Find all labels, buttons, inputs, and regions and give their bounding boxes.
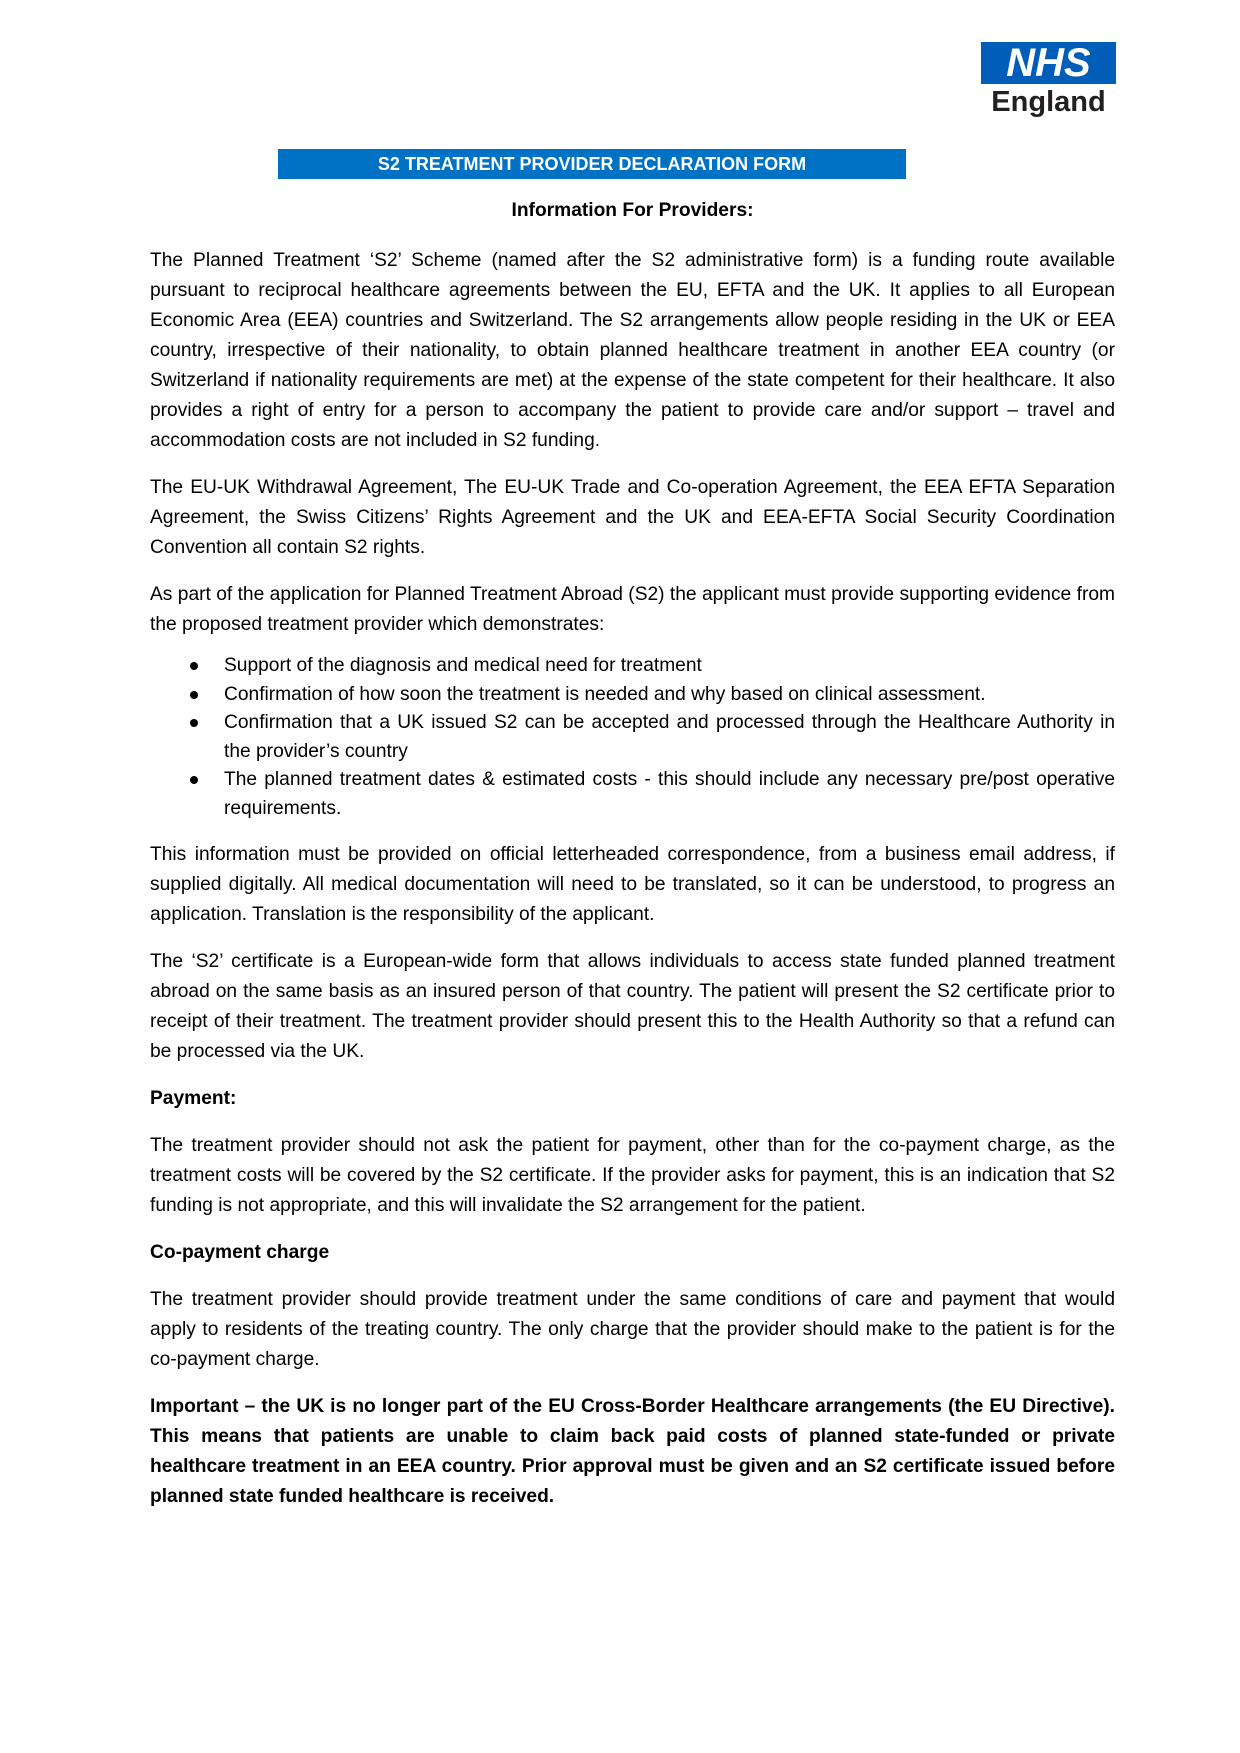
payment-paragraph: The treatment provider should not ask the patient for payment, other than for the co-payment charge, as the treatment costs will be covered by the S2 certificate. If the provider asks for payment, this is an indication that S2 funding is not appropriate, and this will invalidate the S2 arrangement for the patient. [150,1135,1115,1216]
copayment-paragraph: The treatment provider should provide treatment under the same conditions of care and payment that would apply to residents of the treating country. The only charge that the provider should make to the patient is for the co-payment charge. [150,1289,1115,1370]
important-notice: Important – the UK is no longer part of the EU Cross-Border Healthcare arrangements (the EU Directive). This means that patients are unable to claim back paid costs of planned state-funded or private healthcare treatment in an EEA country. Prior approval must be given and an S2 certificate issued before planned state funded healthcare is received. [150,1396,1115,1507]
nhs-logo-box [981,42,1116,84]
copayment-heading: Co-payment charge [150,1242,330,1263]
list-item: Support of the diagnosis and medical need for treatment [150,652,1115,681]
nhs-england-logo [981,42,1116,119]
payment-heading: Payment: [150,1088,237,1109]
document-body [150,196,1115,1529]
paragraph-evidence-intro: As part of the application for Planned Treatment Abroad (S2) the applicant must provide supporting evidence from the proposed treatment provider which demonstrates: [150,584,1115,635]
paragraph-agreements: The EU-UK Withdrawal Agreement, The EU-UK Trade and Co-operation Agreement, the EEA EFTA Separation Agreement, the Swiss Citizens’ Rights Agreement and the UK and EEA-EFTA Social Security Coordination Convention all contain S2 rights. [150,477,1115,558]
list-item: Confirmation of how soon the treatment is needed and why based on clinical assessment. [150,681,1115,710]
bullet-icon [190,719,198,727]
nhs-logo-text: NHS [1006,41,1091,85]
list-item: The planned treatment dates & estimated costs - this should include any necessary pre/post operative requirements. [150,766,1115,823]
bullet-icon [190,662,198,670]
info-subtitle: Information For Providers: [511,200,754,221]
nhs-logo-region: England [991,86,1106,118]
paragraph-certificate: The ‘S2’ certificate is a European-wide form that allows individuals to access state funded planned treatment abroad on the same basis as an insured person of that country. The patient will present the S2 certificate prior to receipt of their treatment. The treatment provider should present this to the Health Authority so that a refund can be processed via the UK. [150,951,1115,1062]
paragraph-letterhead: This information must be provided on official letterheaded correspondence, from a business email address, if supplied digitally. All medical documentation will need to be translated, so it can be understood, to progress an application. Translation is the responsibility of the applicant. [150,844,1115,925]
bullet-icon [190,776,198,784]
bullet-icon [190,691,198,699]
list-item: Confirmation that a UK issued S2 can be accepted and processed through the Healthcare Authority in the provider’s country [150,709,1115,766]
paragraph-s2-scheme: The Planned Treatment ‘S2’ Scheme (named after the S2 administrative form) is a funding route available pursuant to reciprocal healthcare agreements between the EU, EFTA and the UK. It applies to all European Economic Area (EEA) countries and Switzerland. The S2 arrangements allow people residing in the UK or EEA country, irrespective of their nationality, to obtain planned healthcare treatment in another EEA country (or Switzerland if nationality requirements are met) at the expense of the state competent for their healthcare. It also provides a right of entry for a person to accompany the patient to provide care and/or support – travel and accommodation costs are not included in S2 funding. [150,250,1115,451]
form-title-bar: S2 TREATMENT PROVIDER DECLARATION FORM [278,149,906,179]
evidence-list [150,640,1115,823]
